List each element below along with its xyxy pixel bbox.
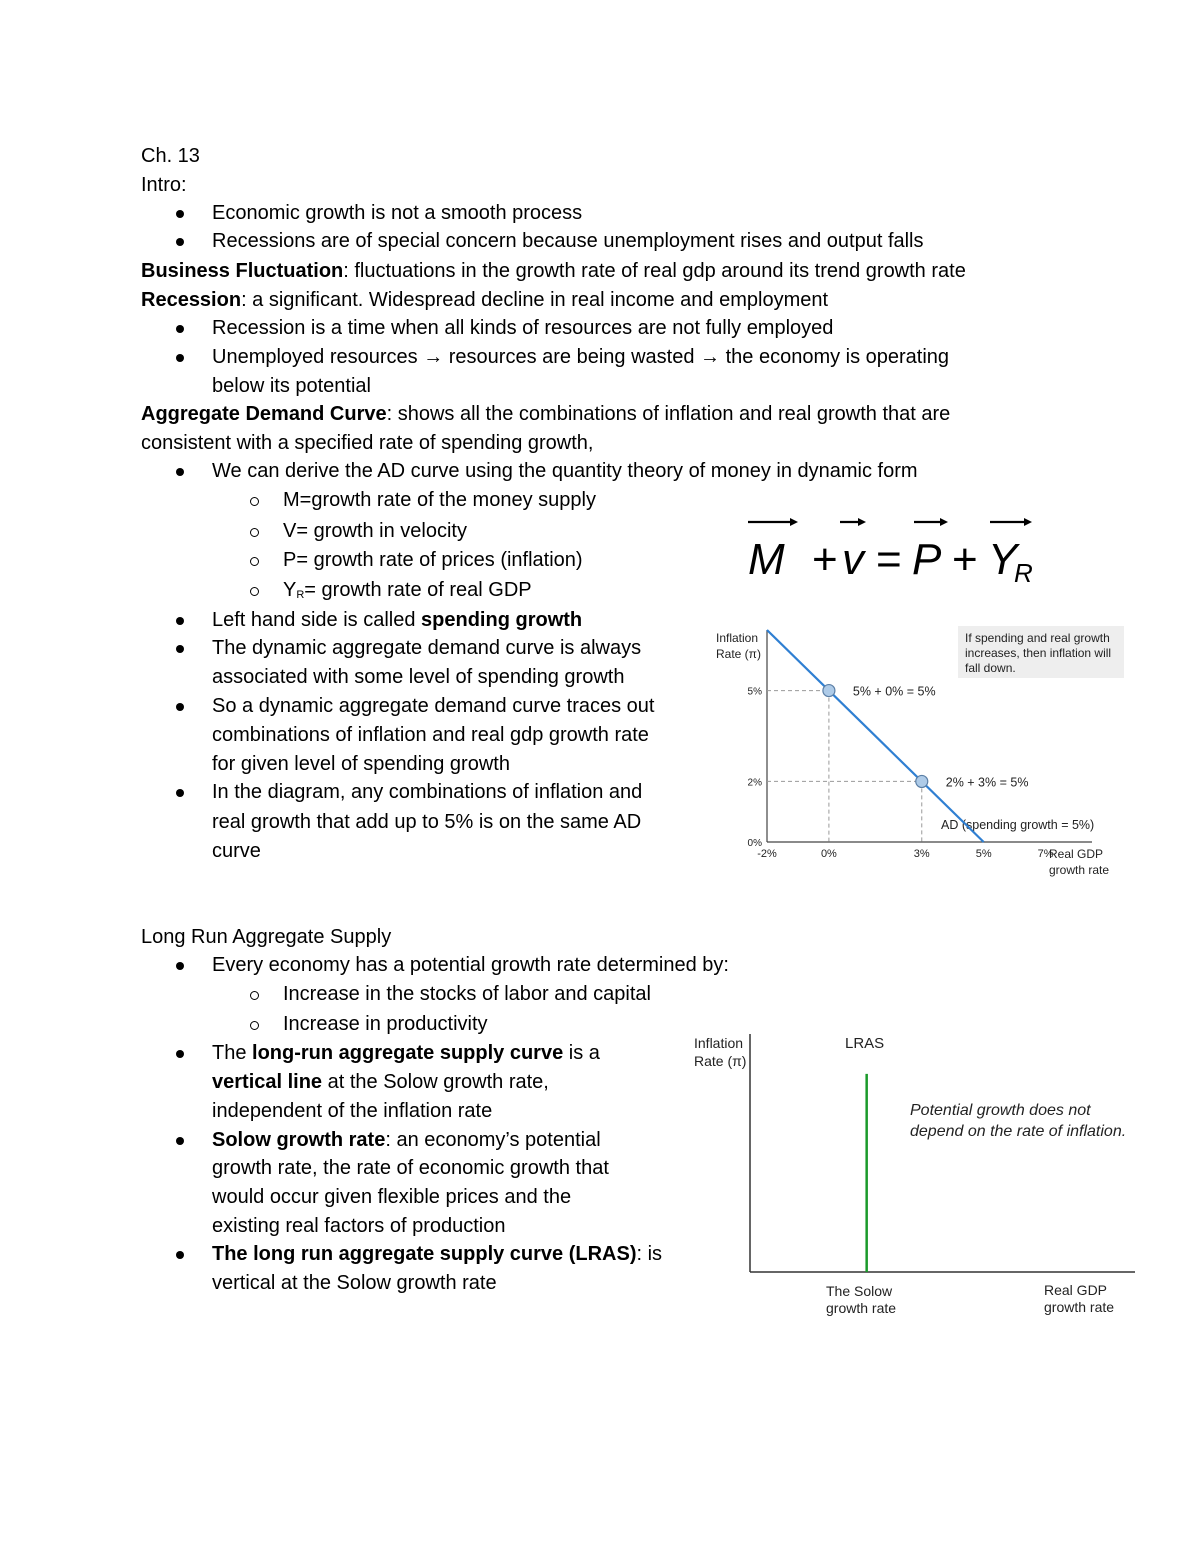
vector-arrowhead xyxy=(858,518,866,526)
lras-bullet-2-line1 xyxy=(212,1039,600,1068)
recession-bullet-2-part1: Unemployed resources xyxy=(212,346,424,368)
point-label: 5% + 0% = 5% xyxy=(852,684,936,699)
lras-bullet-3-line3: would occur given flexible prices and the xyxy=(212,1186,572,1208)
lras-bullet-3-line4: existing real factors of production xyxy=(212,1215,506,1237)
point-label: 2% + 3% = 5% xyxy=(945,775,1029,790)
vector-arrowhead xyxy=(940,518,948,526)
bullet-dot xyxy=(176,789,184,797)
lras-bullet-3-line1 xyxy=(212,1126,601,1155)
bullet-dot xyxy=(176,962,184,970)
bullet-dot xyxy=(176,238,184,246)
yr-text: = growth rate of real GDP xyxy=(304,579,532,601)
recession-bullet-2-part3: the economy is operating xyxy=(720,346,950,368)
solow-term: Solow growth rate xyxy=(212,1129,386,1151)
data-point xyxy=(823,685,835,697)
bullet-dot xyxy=(176,1251,184,1259)
spending-growth-text: Left hand side is called xyxy=(212,609,422,631)
ad-sub-item-3: P= growth rate of prices (inflation) xyxy=(283,549,583,571)
bullet-dot xyxy=(176,1050,184,1058)
ad-series-label: AD (spending growth = 5%) xyxy=(941,818,1095,832)
y-tick-label: 5% xyxy=(747,686,762,698)
lras-x-tick-label-line-2: growth rate xyxy=(826,1300,897,1316)
bullet-dot xyxy=(176,468,184,476)
lras-sub-item-1: Increase in the stocks of labor and capital xyxy=(283,983,651,1005)
ad-bullet-3-line2: real growth that add up to 5% is on the same AD xyxy=(212,811,642,833)
ad-bullet-3-line1: In the diagram, any combinations of inflation and xyxy=(212,781,643,803)
lras-annotation-line-2: depend on the rate of inflation. xyxy=(910,1123,1127,1140)
lras-chart xyxy=(690,1030,1160,1325)
bullet-dot xyxy=(176,325,184,333)
eq-y: Y xyxy=(988,535,1018,584)
lras-x-axis-label-line-2: growth rate xyxy=(1044,1299,1115,1315)
yr-symbol: Y xyxy=(283,579,297,601)
ad-curve-chart xyxy=(700,620,1140,885)
lras-term: The long run aggregate supply curve (LRAS) xyxy=(212,1243,637,1265)
solow-text: : an economy’s potential xyxy=(385,1129,601,1151)
annotation-line-2: increases, then inflation will xyxy=(965,646,1112,660)
ad-bullet-1-line1: The dynamic aggregate demand curve is always xyxy=(212,637,642,659)
intro-bullet-1: Economic growth is not a smooth process xyxy=(212,202,583,224)
right-arrow-icon: → xyxy=(423,346,444,368)
y-tick-label: 2% xyxy=(747,777,762,789)
eq-plus-2: + xyxy=(952,535,978,584)
x-tick-label: 0% xyxy=(820,848,837,860)
business-fluctuation-term: Business Fluctuation xyxy=(141,260,344,282)
lras-bullet-1: Every economy has a potential growth rate determined by: xyxy=(212,954,729,976)
recession-term: Recession xyxy=(141,289,242,311)
circle-bullet-icon xyxy=(250,1021,259,1030)
x-tick-label: 5% xyxy=(975,848,992,860)
lras-bullet-2-line2 xyxy=(212,1068,549,1097)
lras-b2-e: at the Solow growth rate, xyxy=(322,1071,549,1093)
ad-sub-item-2: V= growth in velocity xyxy=(283,520,467,542)
lras-b2-c: is a xyxy=(563,1042,600,1064)
ad-bullet-2-line1: So a dynamic aggregate demand curve traces out xyxy=(212,695,655,717)
lras-text: : is xyxy=(636,1243,663,1265)
spending-growth-bullet xyxy=(212,606,582,635)
ad-bullet-2-line2: combinations of inflation and real gdp growth rate xyxy=(212,724,649,746)
lras-bullet-4-line1 xyxy=(212,1240,662,1269)
lras-annotation-line-1: Potential growth does not xyxy=(910,1102,1091,1119)
vector-arrowhead xyxy=(1024,518,1032,526)
eq-v: v xyxy=(842,535,864,584)
ad-curve-term: Aggregate Demand Curve xyxy=(141,403,387,425)
recession-bullet-1: Recession is a time when all kinds of resources are not fully employed xyxy=(212,317,834,339)
lras-bullet-2-line3: independent of the inflation rate xyxy=(212,1100,493,1122)
ad-derive-bullet: We can derive the AD curve using the quantity theory of money in dynamic form xyxy=(212,460,918,482)
x-axis-label-line-2: growth rate xyxy=(1049,863,1110,877)
intro-bullet-2: Recessions are of special concern because unemployment rises and output falls xyxy=(212,230,924,252)
lras-b2-vertical: vertical line xyxy=(212,1071,323,1093)
lras-y-axis-label-line-1: Inflation xyxy=(694,1035,744,1051)
eq-plus-1: + xyxy=(812,535,838,584)
right-arrow-icon: → xyxy=(700,346,721,368)
annotation-line-3: fall down. xyxy=(965,661,1016,675)
bullet-dot xyxy=(176,354,184,362)
recession-definition xyxy=(141,286,828,315)
chapter-heading: Ch. 13 xyxy=(141,145,200,167)
circle-bullet-icon xyxy=(250,587,259,596)
ad-bullet-3-line3: curve xyxy=(212,840,261,862)
ad-bullet-2-line3: for given level of spending growth xyxy=(212,753,510,775)
lras-section-title: Long Run Aggregate Supply xyxy=(141,926,392,948)
circle-bullet-icon xyxy=(250,991,259,1000)
bullet-dot xyxy=(176,703,184,711)
annotation-line-1: If spending and real growth xyxy=(965,631,1110,645)
lras-b2-term: long-run aggregate supply curve xyxy=(252,1042,564,1064)
lras-curve-label: LRAS xyxy=(845,1035,885,1052)
vector-arrowhead xyxy=(790,518,798,526)
x-tick-label: -2% xyxy=(757,848,777,860)
x-tick-label: 7% xyxy=(1037,848,1054,860)
bullet-dot xyxy=(176,617,184,625)
x-tick-label: 3% xyxy=(913,848,930,860)
bullet-dot xyxy=(176,210,184,218)
business-fluctuation-text: : fluctuations in the growth rate of real gdp around its trend growth rate xyxy=(343,260,966,282)
recession-bullet-2-part2: resources are being wasted xyxy=(443,346,701,368)
spending-growth-term: spending growth xyxy=(421,609,583,631)
lras-b2-a: The xyxy=(212,1042,253,1064)
lras-x-axis-label-line-1: Real GDP xyxy=(1044,1282,1108,1298)
recession-text: : a significant. Widespread decline in real income and employment xyxy=(241,289,829,311)
eq-p: P xyxy=(912,535,942,584)
lras-bullet-4-line2: vertical at the Solow growth rate xyxy=(212,1272,497,1294)
ad-bullet-1-line2: associated with some level of spending growth xyxy=(212,666,625,688)
lras-chart-axes xyxy=(750,1034,1135,1272)
circle-bullet-icon xyxy=(250,557,259,566)
recession-bullet-2 xyxy=(212,343,949,372)
eq-equals: = xyxy=(876,535,902,584)
intro-heading: Intro: xyxy=(141,174,187,196)
x-axis-label-line-1: Real GDP xyxy=(1049,847,1104,861)
ad-curve-definition-line2: consistent with a specified rate of spending growth, xyxy=(141,432,594,454)
lras-bullet-3-line2: growth rate, the rate of economic growth that xyxy=(212,1157,609,1179)
y-tick-label: 0% xyxy=(747,838,762,849)
business-fluctuation-definition xyxy=(141,257,966,286)
y-axis-label-line-1: Inflation xyxy=(716,631,759,645)
lras-x-tick-label-line-1: The Solow xyxy=(826,1283,893,1299)
ad-sub-item-4 xyxy=(283,576,532,610)
eq-r-subscript: R xyxy=(1014,558,1033,588)
ad-sub-item-1: M=growth rate of the money supply xyxy=(283,489,596,511)
bullet-dot xyxy=(176,645,184,653)
recession-bullet-2-line2: below its potential xyxy=(212,375,371,397)
lras-sub-item-2: Increase in productivity xyxy=(283,1013,488,1035)
lras-y-axis-label-line-2: Rate (π) xyxy=(694,1053,747,1069)
y-axis-label-line-2: Rate (π) xyxy=(716,647,761,661)
circle-bullet-icon xyxy=(250,528,259,537)
circle-bullet-icon xyxy=(250,497,259,506)
ad-curve-line xyxy=(767,630,984,842)
quantity-theory-equation xyxy=(740,510,1050,590)
ad-curve-text: : shows all the combinations of inflation and real growth that are xyxy=(386,403,951,425)
bullet-dot xyxy=(176,1137,184,1145)
yr-subscript: R xyxy=(296,589,305,601)
data-point xyxy=(916,775,928,787)
ad-curve-definition xyxy=(141,400,950,429)
eq-m: M xyxy=(748,535,785,584)
